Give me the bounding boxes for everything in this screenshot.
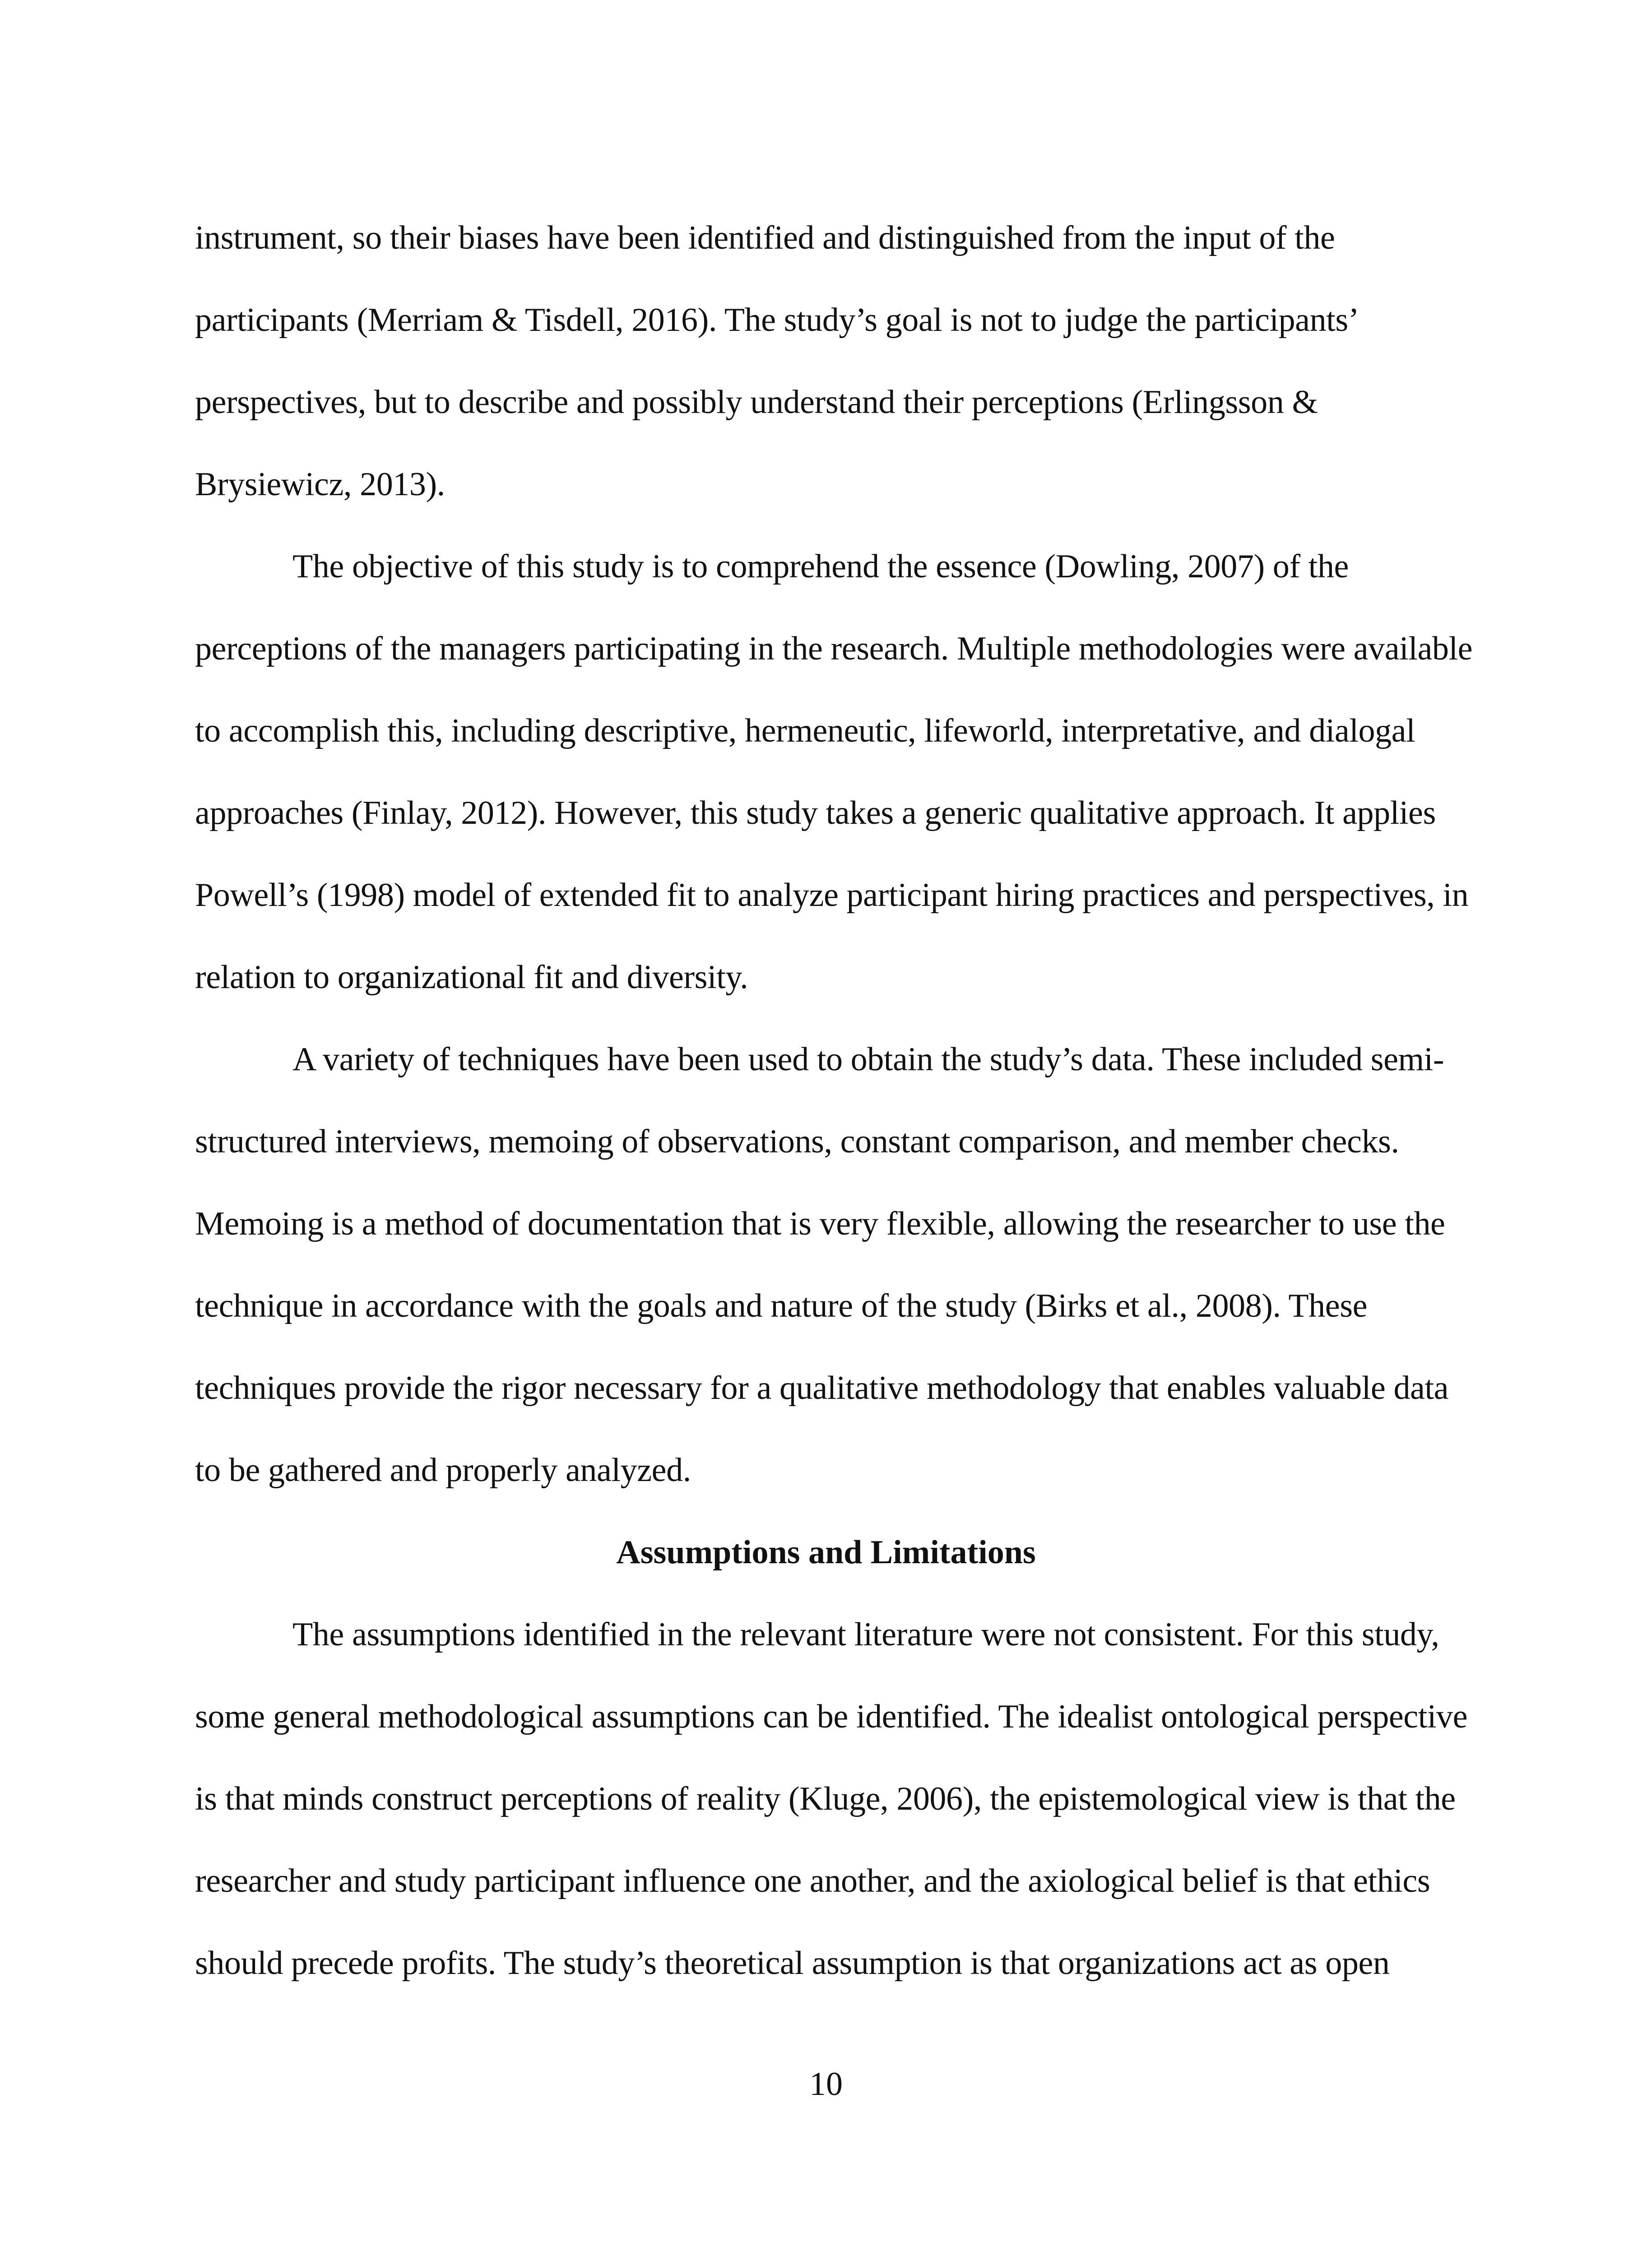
text-line: participants (Merriam & Tisdell, 2016). The study’s goal is not to judge the participants’: [195, 302, 1360, 339]
text-line: perceptions of the managers participating in the research. Multiple methodologies were available: [195, 630, 1473, 667]
text-line: techniques provide the rigor necessary for a qualitative methodology that enables valuable data: [195, 1370, 1449, 1407]
text-line: to be gathered and properly analyzed.: [195, 1452, 691, 1489]
text-line: perspectives, but to describe and possibly understand their perceptions (Erlingsson &: [195, 384, 1318, 421]
text-line: relation to organizational fit and diversity.: [195, 959, 748, 996]
text-line: some general methodological assumptions can be identified. The idealist ontological perspective: [195, 1698, 1468, 1735]
text-line: Powell’s (1998) model of extended fit to analyze participant hiring practices and perspectives, in: [195, 877, 1469, 914]
text-line: structured interviews, memoing of observations, constant comparison, and member checks.: [195, 1123, 1399, 1160]
text-line: should precede profits. The study’s theoretical assumption is that organizations act as open: [195, 1945, 1390, 1982]
text-line: A variety of techniques have been used to obtain the study’s data. These included semi-: [292, 1041, 1444, 1078]
text-line: is that minds construct perceptions of reality (Kluge, 2006), the epistemological view is that the: [195, 1780, 1456, 1817]
text-line: Memoing is a method of documentation that is very flexible, allowing the researcher to use the: [195, 1205, 1445, 1242]
text-line: The assumptions identified in the relevant literature were not consistent. For this study,: [292, 1616, 1439, 1653]
text-line: instrument, so their biases have been identified and distinguished from the input of the: [195, 219, 1335, 256]
page-number: 10: [809, 2066, 843, 2103]
text-line: researcher and study participant influence one another, and the axiological belief is that ethics: [195, 1862, 1430, 1899]
text-line: The objective of this study is to comprehend the essence (Dowling, 2007) of the: [292, 548, 1349, 585]
text-line: Brysiewicz, 2013).: [195, 466, 445, 503]
text-line: technique in accordance with the goals and nature of the study (Birks et al., 2008). These: [195, 1287, 1368, 1324]
text-line: approaches (Finlay, 2012). However, this study takes a generic qualitative approach. It applies: [195, 794, 1436, 831]
section-heading: Assumptions and Limitations: [616, 1534, 1036, 1571]
text-line: to accomplish this, including descriptive, hermeneutic, lifeworld, interpretative, and dialogal: [195, 712, 1415, 749]
